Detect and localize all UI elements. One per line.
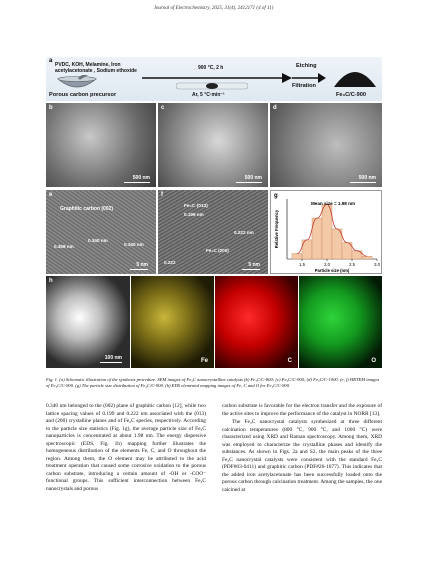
f-spacing-2: 0.222 nm <box>234 230 254 235</box>
scale-label-b: 500 nm <box>132 175 150 181</box>
scale-label-f: 5 nm <box>248 262 260 268</box>
panel-letter-g: g <box>274 193 278 199</box>
scale-bar-b <box>124 182 150 184</box>
panel-letter-h: h <box>49 278 53 284</box>
x-tick-label: 3.0 <box>374 262 380 267</box>
histogram-panel-g <box>270 190 382 274</box>
eds-label-o: O <box>371 358 376 364</box>
panel-a-schematic <box>46 57 382 101</box>
reagents-line1: PVDC, KOH, Melamine, Iron <box>55 62 121 68</box>
right-paragraph-1: carbon substrate is favorable for the electron transfer and the exposure of the active sites to improve the performance of the catalyst in NORR [13]. <box>222 403 382 417</box>
scale-bar-c <box>236 182 262 184</box>
left-column-text <box>46 403 206 493</box>
f-plane-2: Fe₃C (200) <box>206 248 229 253</box>
panel-letter-d: d <box>273 105 277 111</box>
atmosphere-label: Ar, 5 °C·min⁻¹ <box>192 92 225 98</box>
histogram-bar <box>322 204 332 259</box>
size-histogram <box>271 191 383 275</box>
precursor-label: Porous carbon precursor <box>49 92 117 98</box>
hrtem-image-f <box>158 190 268 274</box>
reagents-line2: acetylacetonate , Sodium ethoxide <box>55 68 137 74</box>
e-spacing-1: 0.358 nm <box>54 244 74 249</box>
scale-bar-e <box>130 269 148 271</box>
e-title: Graphitic carbon (002) <box>60 206 114 212</box>
scale-label-h: 100 nm <box>104 355 122 361</box>
x-tick-label: 1.5 <box>299 262 305 267</box>
right-column-text <box>222 403 382 494</box>
haadf-image-h <box>46 276 130 368</box>
scale-label-d: 500 nm <box>358 175 376 181</box>
scale-label-e: 5 nm <box>136 262 148 268</box>
scale-bar-h <box>100 362 122 364</box>
panel-letter-b: b <box>49 105 53 111</box>
x-axis-label: Particle size (nm) <box>314 268 350 273</box>
f-spacing-3: 0.222 <box>164 260 176 265</box>
x-tick-label: 2.0 <box>324 262 330 267</box>
e-spacing-3: 0.340 nm <box>124 242 144 247</box>
f-spacing-1: 0.199 nm <box>184 212 204 217</box>
panel-letter-f: f <box>161 192 163 198</box>
histogram-bar <box>362 256 372 259</box>
mean-annotation: Mean size = 1.98 nm <box>310 201 356 206</box>
histogram-bar <box>292 254 302 259</box>
figure-caption: Fig. 1. (a) Schematic illustration of the synthesis procedure. SEM images of Fe₃C nanocrystalline catalysts (b) Fe₃C/C-800; (c) Fe₃C/C-900; (d) Fe₃C/C-1000. (e, f) HRTEM images of Fe₃C/C-900. (g) The particle size distribution of Fe₃C/C-900. (h) EDS elemental mapping images of Fe, C and O for Fe₃C/C-900. <box>46 377 380 389</box>
panel-letter-c: c <box>161 105 165 111</box>
sem-image-c <box>158 103 268 187</box>
product-pile-icon <box>332 63 378 89</box>
eds-map-c <box>215 276 298 368</box>
filtration-label: Filtration <box>292 83 316 89</box>
left-paragraph: 0.340 nm belonged to the (002) plane of graphitic carbon [12], while two lattice spacing values of 0.199 and 0.222 nm associated with the (013) and (200) crystalline planes and of Fe₃C species, respectively. According to the particle size statistics (Fig. 1g), the average particle size of Fe₃C nanoparticles is concentrated at about 1.98 nm. The energy dispersive spectroscopic (EDS, Fig. 1h) mapping further illustrates the homogeneous distribution of the elements Fe, C, and O throughout the region. Among them, the O element may be attributed to the acid treatment operation that caused some corrosive oxidation to the porous carbon substrate, introducing a certain amount of -OH or -COO⁻ functional groups. This sufficient interconnection between Fe₃C nanocrystals and porous <box>46 403 206 492</box>
histogram-bar <box>332 229 342 259</box>
sem-image-b <box>46 103 156 187</box>
right-paragraph-2: The Fe₃C nanocrystal catalysts synthesized at three different calcination temperatures (800 °C, 900 °C, and 1000 °C) were characterized using XRD and Raman spectroscopy. Among them, XRD was employed to characterize the crystalline phases and identify the substances. As shown in Figs. 2a and S2, the main peaks of the three Fe₃C nanocrystal catalysts were consistent with the standard Fe₃C (PDF#03-0411) and graphitic carbon (PDF#26-1077). This indicates that the added iron acetylacetonate has been successfully loaded onto the porous carbon through calcination treatment. Among the samples, the one calcined at <box>222 419 382 493</box>
eds-map-fe <box>131 276 214 368</box>
y-axis-label: Relative Frequency <box>274 209 279 249</box>
scale-label-c: 500 nm <box>244 175 262 181</box>
etching-label: Etching <box>296 63 317 69</box>
panel-letter-a: a <box>49 58 53 64</box>
scale-bar-f <box>242 269 260 271</box>
f-plane-1: Fe₃C (013) <box>184 204 208 209</box>
temp-label: 900 °C, 2 h <box>198 65 224 71</box>
mortar-icon <box>56 75 98 91</box>
eds-label-fe: Fe <box>200 358 208 364</box>
furnace-tube-icon <box>176 80 248 92</box>
sem-image-d <box>270 103 382 187</box>
e-spacing-2: 0.340 nm <box>88 238 108 243</box>
x-tick-label: 2.5 <box>349 262 355 267</box>
journal-header: Journal of Electrochemistry, 2025, 31(4), 2412171 (4 of 11) <box>153 6 274 11</box>
eds-map-o <box>299 276 382 368</box>
scale-bar-d <box>350 182 376 184</box>
panel-letter-e: e <box>49 192 53 198</box>
eds-label-c: C <box>287 358 292 364</box>
product-label: Fe₃C/C-900 <box>336 92 366 98</box>
hrtem-image-e <box>46 190 156 274</box>
